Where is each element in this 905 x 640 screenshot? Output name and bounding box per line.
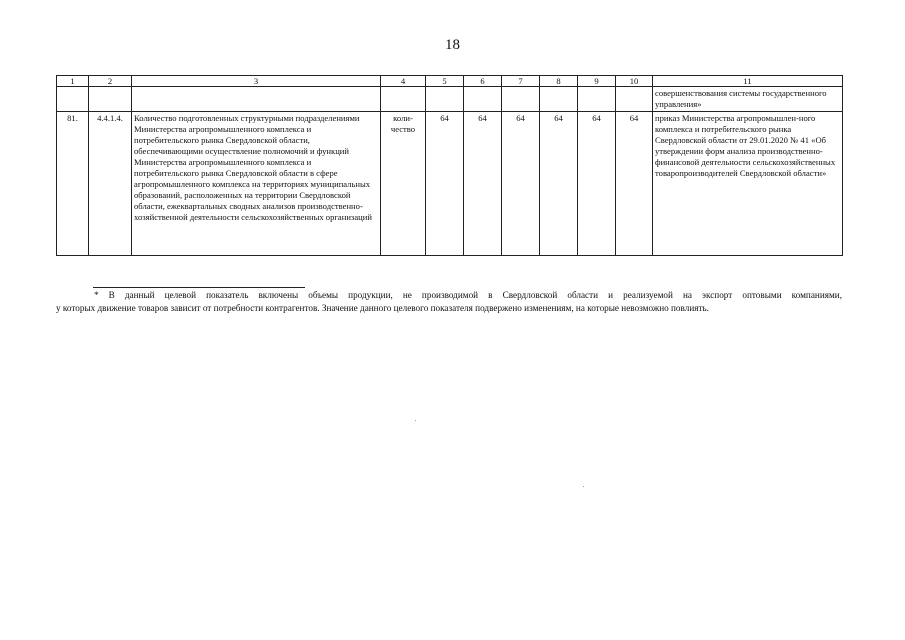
empty-cell [381,87,426,112]
page-number: 18 [445,37,460,53]
header-cell: 1 [57,76,89,87]
header-cell: 9 [578,76,616,87]
value-cell: 64 [578,112,616,256]
header-cell: 8 [540,76,578,87]
header-cell: 2 [89,76,132,87]
header-cell: 11 [653,76,843,87]
indicator-name: Количество подготовленных структурными подразделениями Министерства агропромышленного комплекса и потребительского рынка Свердловской области, обеспечивающими осуществление полномочий и функций Министерства агропромышленного комплекса и потребительского рынка Свердловской области в сфере агропромышленного комплекса на территориях муниципальных образований, расположенных на территории Свердловской области, ежеквартальных сводных анализов производственно-хозяйственной деятельности сельскохозяйственных организаций [132,112,381,256]
row-code: 4.4.1.4. [89,112,132,256]
footnote-line-2: у которых движение товаров зависит от потребности контрагентов. Значение данного целевого показателя подвержено изменениям, на которые невозможно повлиять. [56,303,709,313]
value-cell: 64 [540,112,578,256]
unit-cell: коли-чество [381,112,426,256]
empty-cell [57,87,89,112]
footnote [56,289,842,315]
header-cell: 7 [502,76,540,87]
header-cell: 6 [464,76,502,87]
table-row [57,112,843,256]
value-cell: 64 [426,112,464,256]
scan-speck [415,420,416,421]
value-cell: 64 [502,112,540,256]
empty-cell [578,87,616,112]
header-cell: 5 [426,76,464,87]
footnote-divider [93,287,305,288]
continued-row [57,87,843,112]
header-row [57,76,843,87]
empty-cell [132,87,381,112]
header-cell: 10 [616,76,653,87]
empty-cell [464,87,502,112]
empty-cell [502,87,540,112]
source-document-cell: приказ Министерства агропромышлен-ного комплекса и потребительского рынка Свердловской области от 29.01.2020 № 41 «Об утверждении форм анализа производственно-финансовой деятельности сельскохозяйственных товаропроизводителей Свердловской области» [653,112,843,256]
empty-cell [540,87,578,112]
value-cell: 64 [464,112,502,256]
empty-cell [89,87,132,112]
header-cell: 3 [132,76,381,87]
indicator-table [56,75,843,256]
value-cell: 64 [616,112,653,256]
empty-cell [426,87,464,112]
row-number: 81. [57,112,89,256]
footnote-line-1: * В данный целевой показатель включены объемы продукции, не производимой в Свердловской области и реализуемой на экспорт оптовыми компаниями, [94,290,842,300]
header-cell: 4 [381,76,426,87]
empty-cell [616,87,653,112]
scan-speck [583,486,584,487]
continued-source-cell: совершенствования системы государственного управления» [653,87,843,112]
